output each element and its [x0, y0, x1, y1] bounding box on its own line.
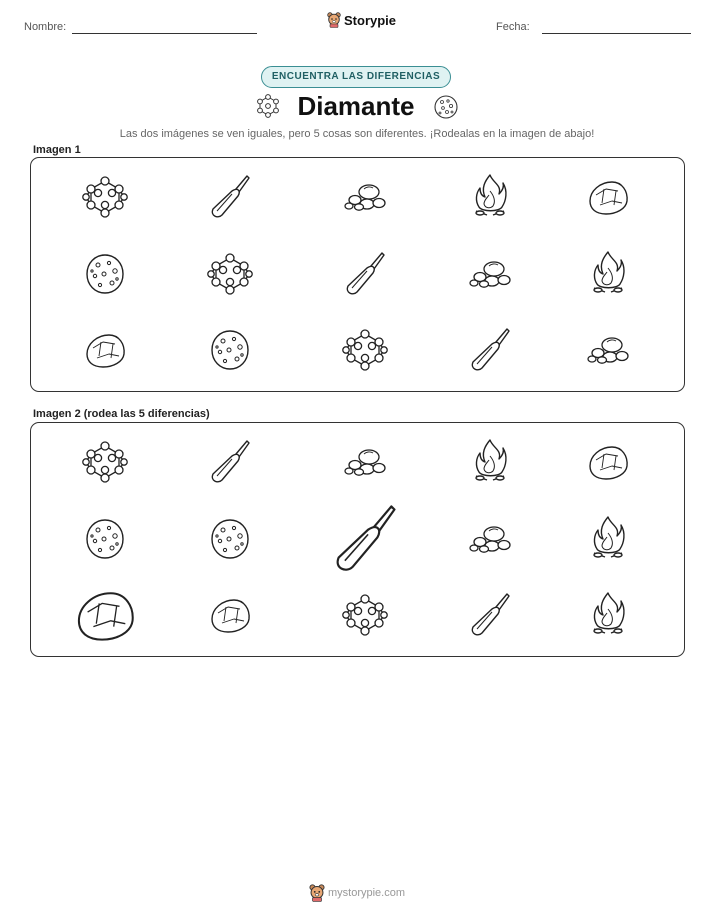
name-label: Nombre:	[24, 21, 67, 33]
image1-kimberlite-icon	[212, 331, 248, 369]
image1-scene	[30, 157, 685, 392]
image2-label: Imagen 2 (rodea las 5 diferencias)	[33, 408, 210, 420]
image2-chisel-icon[interactable]	[472, 594, 509, 635]
image1-rough-stone-icon	[87, 335, 124, 367]
image2-lattice-icon[interactable]	[83, 442, 127, 482]
image2-fire-icon[interactable]	[476, 440, 506, 480]
image1-pebbles-icon	[588, 338, 628, 363]
image2-pebbles-icon[interactable]	[470, 527, 510, 552]
image1-fire-icon	[476, 175, 506, 215]
brand-logo	[327, 12, 396, 28]
image2-chisel-icon[interactable]	[338, 506, 395, 569]
image1-chisel-icon	[212, 176, 249, 217]
image1-lattice-icon	[83, 177, 127, 217]
image2-scene[interactable]	[30, 422, 685, 657]
kimberlite-rock-icon	[433, 94, 459, 120]
image2-rough-stone-icon[interactable]	[590, 447, 627, 479]
image2-rough-stone-icon[interactable]	[79, 593, 133, 639]
page-title: Diamante	[297, 91, 415, 121]
image1-lattice-icon	[343, 330, 387, 370]
image2-fire-icon[interactable]	[594, 593, 624, 633]
image1-chisel-icon	[347, 253, 384, 294]
image2-kimberlite-icon[interactable]	[212, 520, 248, 558]
image1-pebbles-icon	[345, 185, 385, 210]
footer-url: mystorypie.com	[328, 887, 406, 899]
image2-pebbles-icon[interactable]	[345, 450, 385, 475]
image2-rough-stone-icon[interactable]	[212, 600, 249, 632]
bear-mascot-icon	[309, 884, 325, 902]
image1-rough-stone-icon	[590, 182, 627, 214]
image1-lattice-icon	[208, 254, 252, 294]
date-label: Fecha:	[496, 21, 530, 33]
image1-chisel-icon	[472, 329, 509, 370]
footer	[309, 884, 405, 902]
image2-lattice-icon[interactable]	[343, 595, 387, 635]
activity-badge: ENCUENTRA LAS DIFERENCIAS	[261, 66, 451, 88]
image2-kimberlite-icon[interactable]	[87, 520, 123, 558]
image1-kimberlite-icon	[87, 255, 123, 293]
image2-fire-icon[interactable]	[594, 517, 624, 557]
date-line[interactable]	[542, 33, 691, 34]
image2-chisel-icon[interactable]	[212, 441, 249, 482]
instructions: Las dos imágenes se ven iguales, pero 5 cosas son diferentes. ¡Rodealas en la imagen de abajo!	[119, 128, 595, 140]
image1-label: Imagen 1	[33, 144, 81, 156]
name-line[interactable]	[72, 33, 257, 34]
image1-fire-icon	[594, 252, 624, 292]
image1-pebbles-icon	[470, 262, 510, 287]
brand-name: Storypie	[344, 12, 397, 28]
bear-mascot-icon	[327, 12, 341, 28]
